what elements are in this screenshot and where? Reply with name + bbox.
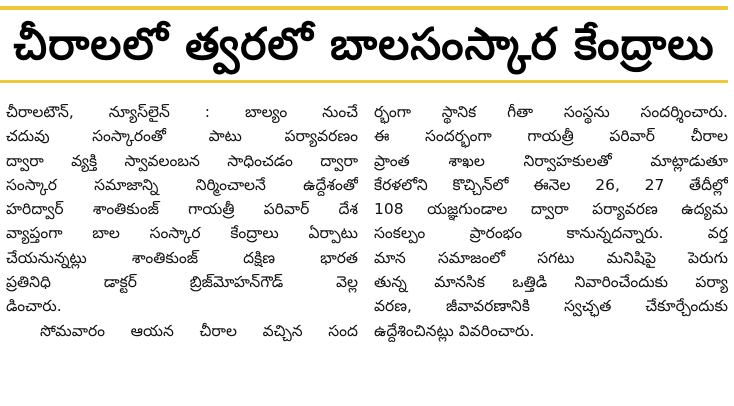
article-line: తున్న మానసిక ఒత్తిడి నివారించేందుకు పర్యా	[374, 273, 728, 292]
article-column-left	[6, 100, 358, 400]
article-line: మాన సమాజంలో సగటు మనిషిపై పెరుగు	[374, 248, 728, 267]
article-line: డించారు.	[6, 297, 62, 316]
article-line: సంస్కార సమాజాన్ని నిర్మించాలనే ఉద్దేశంతో	[6, 175, 358, 194]
headline-top-rule	[0, 6, 728, 10]
article-line: వ్యాప్తంగా బాల సంస్కార కేంద్రాలు ఏర్పాటు	[6, 224, 358, 243]
article-line: ద్వారా వ్యక్తి స్వావలంబన సాధించడం ద్వారా	[6, 151, 358, 170]
headline: చీరాలలో త్వరలో బాలసంస్కార కేంద్రాలు	[13, 19, 715, 70]
article-line: సోమవారం ఆయన చీరాల వచ్చిన సంద	[40, 321, 358, 340]
article-line: కేరళలోని కొచ్చిన్‌లో ఈనెల 26, 27 తేదీల్లో	[374, 175, 728, 194]
article-line: ర్భంగా స్థానిక గీతా సంస్థను సందర్శించారు.	[374, 103, 728, 121]
article-line: చేయనున్నట్లు శాంతికుంజ్ దక్షిణ భారత	[6, 248, 358, 267]
article-line: 108 యజ్ఞగుండాల ద్వారా పర్యావరణ ఉద్యమ	[374, 200, 728, 219]
article-line: చదువు సంస్కారంతో పాటు పర్యావరణం	[6, 127, 358, 146]
article-line: చీరాలటౌన్, న్యూస్‌లైన్ : బాల్యం నుంచే	[6, 103, 358, 121]
article-line: వరణ, జీవావరణానికి స్వచ్ఛత చేకూర్చేందుకు	[374, 297, 728, 316]
headline-bottom-rule	[0, 80, 728, 83]
article-column-right	[374, 100, 728, 400]
article-line: ఈ సందర్భంగా గాయత్రీ పరివార్ చీరాల	[374, 127, 728, 146]
article-line: ప్రాంత శాఖల నిర్వాహకులతో మాట్లాడుతూ	[374, 151, 728, 170]
article-line: హరిద్వార్ శాంతికుంజ్ గాయత్రీ పరివార్ దేశ	[6, 200, 358, 219]
article-line: సంకల్పం ప్రారంభం కానున్నదన్నారు. వర్త	[374, 224, 728, 243]
article-line: ఉద్దేశించినట్లు వివరించారు.	[374, 321, 535, 340]
article-line: ప్రతినిధి డాక్టర్ బ్రిజ్‌మోహన్‌గౌడ్ వెల్ల	[6, 273, 358, 292]
